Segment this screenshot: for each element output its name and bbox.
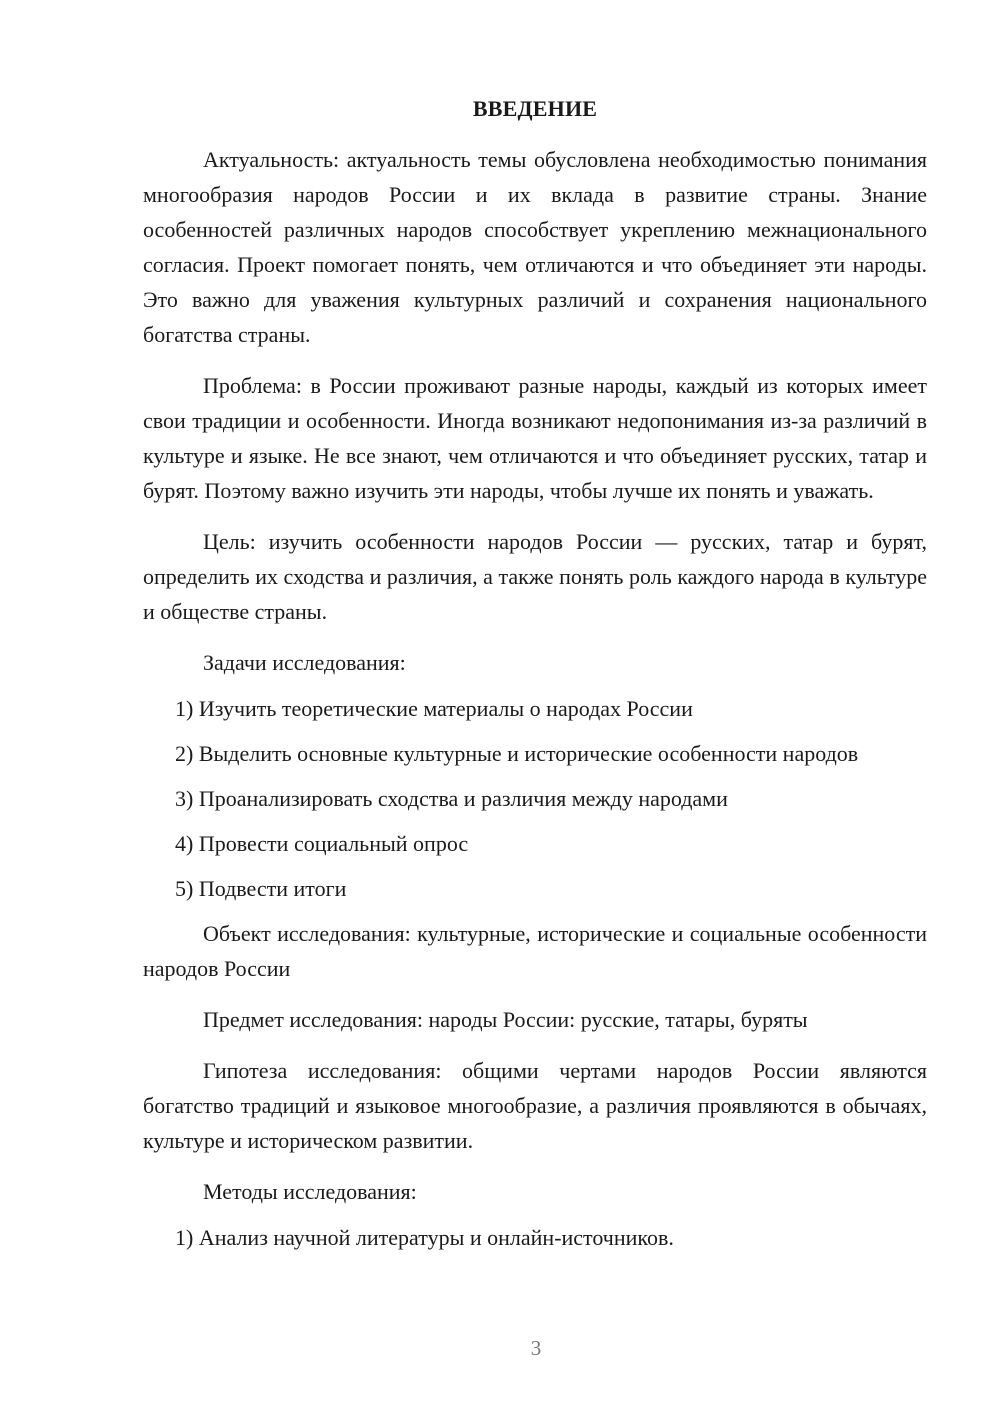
problem-paragraph: Проблема: в России проживают разные народы, каждый из которых имеет свои традиции и особенности. Иногда возникают недопонимания из-за различий в культуре и языке. Не все знают, чем отличаются и что объединяет русских, татар и бурят. Поэтому важно изучить эти народы, чтобы лучше их понять и уважать. (143, 373, 927, 503)
method-item-1: 1) Анализ научной литературы и онлайн-источников. (175, 1225, 674, 1250)
text-column (143, 94, 927, 1265)
hypothesis-paragraph: Гипотеза исследования: общими чертами народов России являются богатство традиций и языковое многообразие, а различия проявляются в обычаях, культуре и историческом развитии. (143, 1058, 927, 1153)
methods-label: Методы исследования: (203, 1179, 417, 1204)
task-item-4: 4) Провести социальный опрос (175, 831, 469, 856)
relevance-paragraph: Актуальность: актуальность темы обусловлена необходимостью понимания многообразия народов России и их вклада в развитие страны. Знание особенностей различных народов способствует укреплению межнационального согласия. Проект помогает понять, чем отличаются и что объединяет эти народы. Это важно для уважения культурных различий и сохранения национального богатства страны. (143, 147, 927, 347)
subject-paragraph: Предмет исследования: народы России: русские, татары, буряты (203, 1007, 808, 1032)
object-paragraph: Объект исследования: культурные, исторические и социальные особенности народов России (143, 921, 927, 981)
tasks-label: Задачи исследования: (203, 650, 406, 675)
task-item-1: 1) Изучить теоретические материалы о народах России (175, 696, 693, 721)
task-item-2: 2) Выделить основные культурные и исторические особенности народов (175, 741, 859, 766)
goal-paragraph: Цель: изучить особенности народов России — русских, татар и бурят, определить их сходства и различия, а также понять роль каждого народа в культуре и обществе страны. (143, 529, 927, 624)
task-item-3: 3) Проанализировать сходства и различия между народами (175, 786, 728, 811)
task-item-5: 5) Подвести итоги (175, 876, 347, 901)
page-number: 3 (530, 1336, 542, 1360)
page-title: ВВЕДЕНИЕ (472, 96, 598, 121)
